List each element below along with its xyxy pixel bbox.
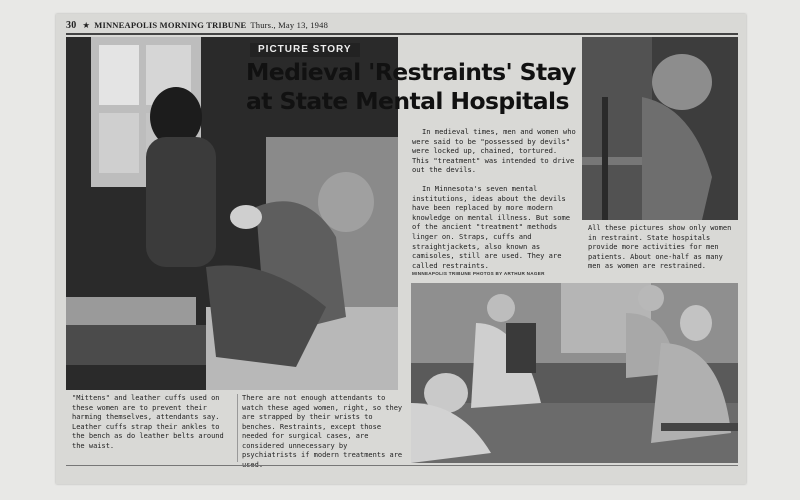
headline-line-1: Medieval 'Restraints' Stay — [246, 58, 576, 86]
caption-bottom-middle: There are not enough attendants to watch these aged women, right, so they are strapped by their wrists to benches. Restraints, except those needed for surgical cases, are considered unnecessary by psychiatrists if modern treatments are — [242, 394, 403, 459]
masthead-rule — [66, 33, 738, 35]
star-icon: ★ — [82, 20, 91, 30]
paper-name: MINNEAPOLIS MORNING TRIBUNE — [94, 20, 247, 30]
story-paragraph: In medieval times, men and women who were said to be "possessed by devils" were locked up, chained, tortured. This "treatment" was intended to drive out the devils. — [412, 127, 576, 175]
caption-bottom-left: "Mittens" and leather cuffs used on these women are to prevent their harming themselves, attendants say. Leather cuffs strap their ankles to the bench as do leather belts around the waist. — [72, 394, 224, 450]
photo-credit: MINNEAPOLIS TRIBUNE PHOTOS BY ARTHUR NAGER — [412, 271, 545, 276]
issue-date: Thurs., May 13, 1948 — [250, 20, 329, 30]
headline-line-2: at State Mental Hospitals — [246, 87, 569, 115]
kicker-label: PICTURE STORY — [250, 43, 360, 57]
story-paragraph: In Minnesota's seven mental institutions, ideas about the devils have been replaced by more modern knowledge on mental illness. But some of the ancient "treatment" methods linger on. Straps, cuffs and straightjackets, also known as camisoles, still are used. They are called restraints. — [412, 183, 571, 270]
page-number: 30 — [66, 20, 77, 31]
bottom-right-photo — [411, 283, 738, 463]
story-body — [412, 127, 578, 279]
bottom-rule — [66, 465, 738, 466]
headline — [246, 58, 586, 116]
caption-right-top: All these pictures show only women in restraint. State hospitals provide more activities for men patients. About one-half as many men as women are restrained. — [588, 224, 732, 270]
masthead — [66, 20, 566, 34]
top-right-photo — [582, 37, 738, 220]
column-rule — [237, 394, 238, 462]
